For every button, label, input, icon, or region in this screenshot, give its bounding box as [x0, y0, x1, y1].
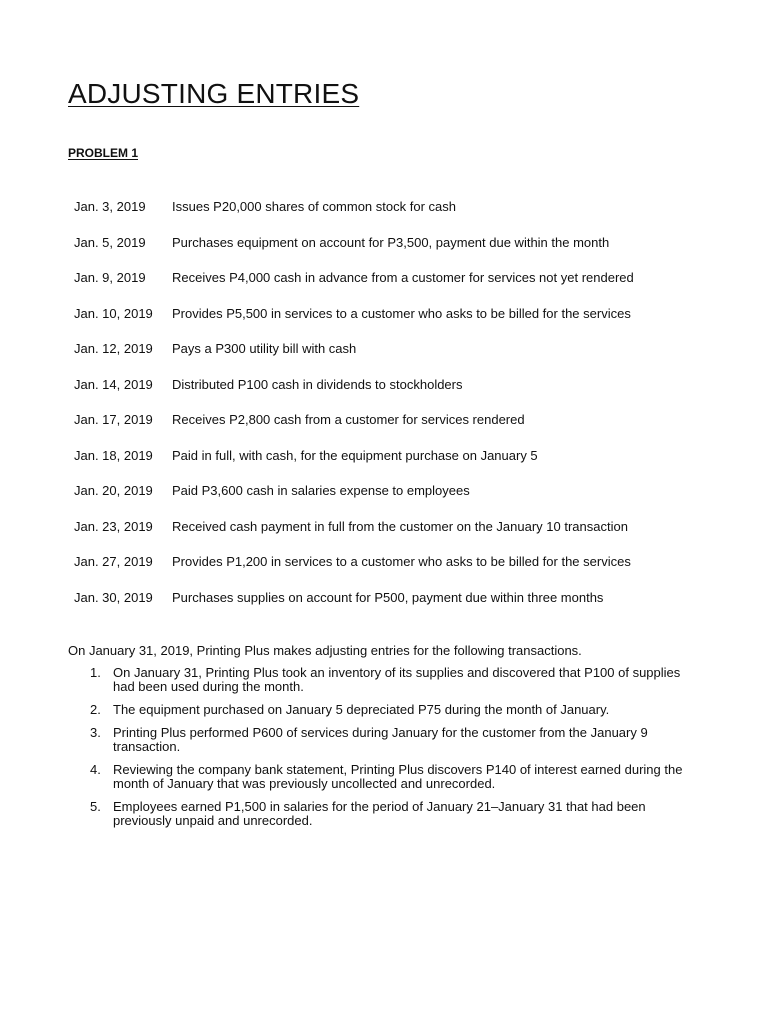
adjustment-text: Printing Plus performed P600 of services during January for the customer from the January 9 transaction. [113, 725, 648, 754]
adjustment-text: Employees earned P1,500 in salaries for the period of January 21–January 31 that had been previously unpaid and unrecorded. [113, 799, 646, 828]
adjustment-list [90, 666, 700, 837]
transaction-date: Jan. 18, 2019 [74, 447, 153, 463]
adjustment-item [90, 763, 700, 791]
transaction-description: Provides P1,200 in services to a customer who asks to be billed for the services [172, 554, 631, 569]
transaction-date: Jan. 10, 2019 [74, 305, 153, 321]
transaction-description: Receives P4,000 cash in advance from a customer for services not yet rendered [172, 270, 634, 285]
transaction-row [74, 270, 734, 306]
transaction-row [74, 448, 734, 484]
transaction-date: Jan. 30, 2019 [74, 589, 153, 605]
adjustment-text: Reviewing the company bank statement, Printing Plus discovers P140 of interest earned during the month of January that was previously uncollected and unrecorded. [113, 762, 683, 791]
transaction-description: Issues P20,000 shares of common stock for cash [172, 199, 456, 214]
transaction-description: Pays a P300 utility bill with cash [172, 341, 357, 356]
transaction-description: Purchases equipment on account for P3,500, payment due within the month [172, 234, 610, 250]
transaction-description: Paid in full, with cash, for the equipment purchase on January 5 [172, 447, 538, 463]
adjustment-text: On January 31, Printing Plus took an inventory of its supplies and discovered that P100 of supplies had been used during the month. [113, 665, 681, 694]
transaction-row [74, 306, 734, 342]
transaction-description: Paid P3,600 cash in salaries expense to employees [172, 483, 470, 498]
adjustment-number: 4. [90, 762, 101, 777]
transaction-description: Distributed P100 cash in dividends to stockholders [172, 376, 463, 392]
adjustment-number: 3. [90, 725, 101, 740]
transaction-row [74, 483, 734, 519]
adjustment-number: 2. [90, 702, 101, 717]
problem-heading: PROBLEM 1 [68, 146, 139, 160]
adjustment-number: 5. [90, 799, 101, 814]
transaction-row [74, 554, 734, 590]
adjustment-item [90, 666, 700, 694]
transaction-row [74, 377, 734, 413]
adjustment-text: The equipment purchased on January 5 depreciated P75 during the month of January. [113, 702, 610, 717]
transaction-row [74, 590, 734, 626]
transaction-description: Received cash payment in full from the customer on the January 10 transaction [172, 518, 628, 534]
transaction-date: Jan. 9, 2019 [74, 270, 146, 285]
transaction-row [74, 519, 734, 555]
transaction-description: Receives P2,800 cash from a customer for services rendered [172, 412, 525, 427]
transaction-date: Jan. 3, 2019 [74, 199, 146, 214]
transaction-date: Jan. 27, 2019 [74, 554, 153, 569]
adjustment-item [90, 800, 700, 828]
transaction-row [74, 341, 734, 377]
transaction-row [74, 412, 734, 448]
adjustment-item [90, 726, 700, 754]
adjustment-number: 1. [90, 665, 101, 680]
page-title: ADJUSTING ENTRIES [68, 78, 360, 109]
transaction-row [74, 235, 734, 271]
transaction-description: Purchases supplies on account for P500, payment due within three months [172, 589, 604, 605]
transaction-row [74, 199, 734, 235]
adjusting-intro-text: On January 31, 2019, Printing Plus makes adjusting entries for the following transactions. [68, 643, 582, 658]
transaction-description: Provides P5,500 in services to a customer who asks to be billed for the services [172, 305, 631, 321]
transaction-date: Jan. 12, 2019 [74, 341, 153, 356]
adjustment-item [90, 703, 700, 717]
transaction-list [74, 199, 734, 625]
transaction-date: Jan. 17, 2019 [74, 412, 153, 427]
transaction-date: Jan. 23, 2019 [74, 518, 153, 534]
transaction-date: Jan. 20, 2019 [74, 483, 153, 498]
transaction-date: Jan. 5, 2019 [74, 234, 146, 250]
transaction-date: Jan. 14, 2019 [74, 376, 153, 392]
